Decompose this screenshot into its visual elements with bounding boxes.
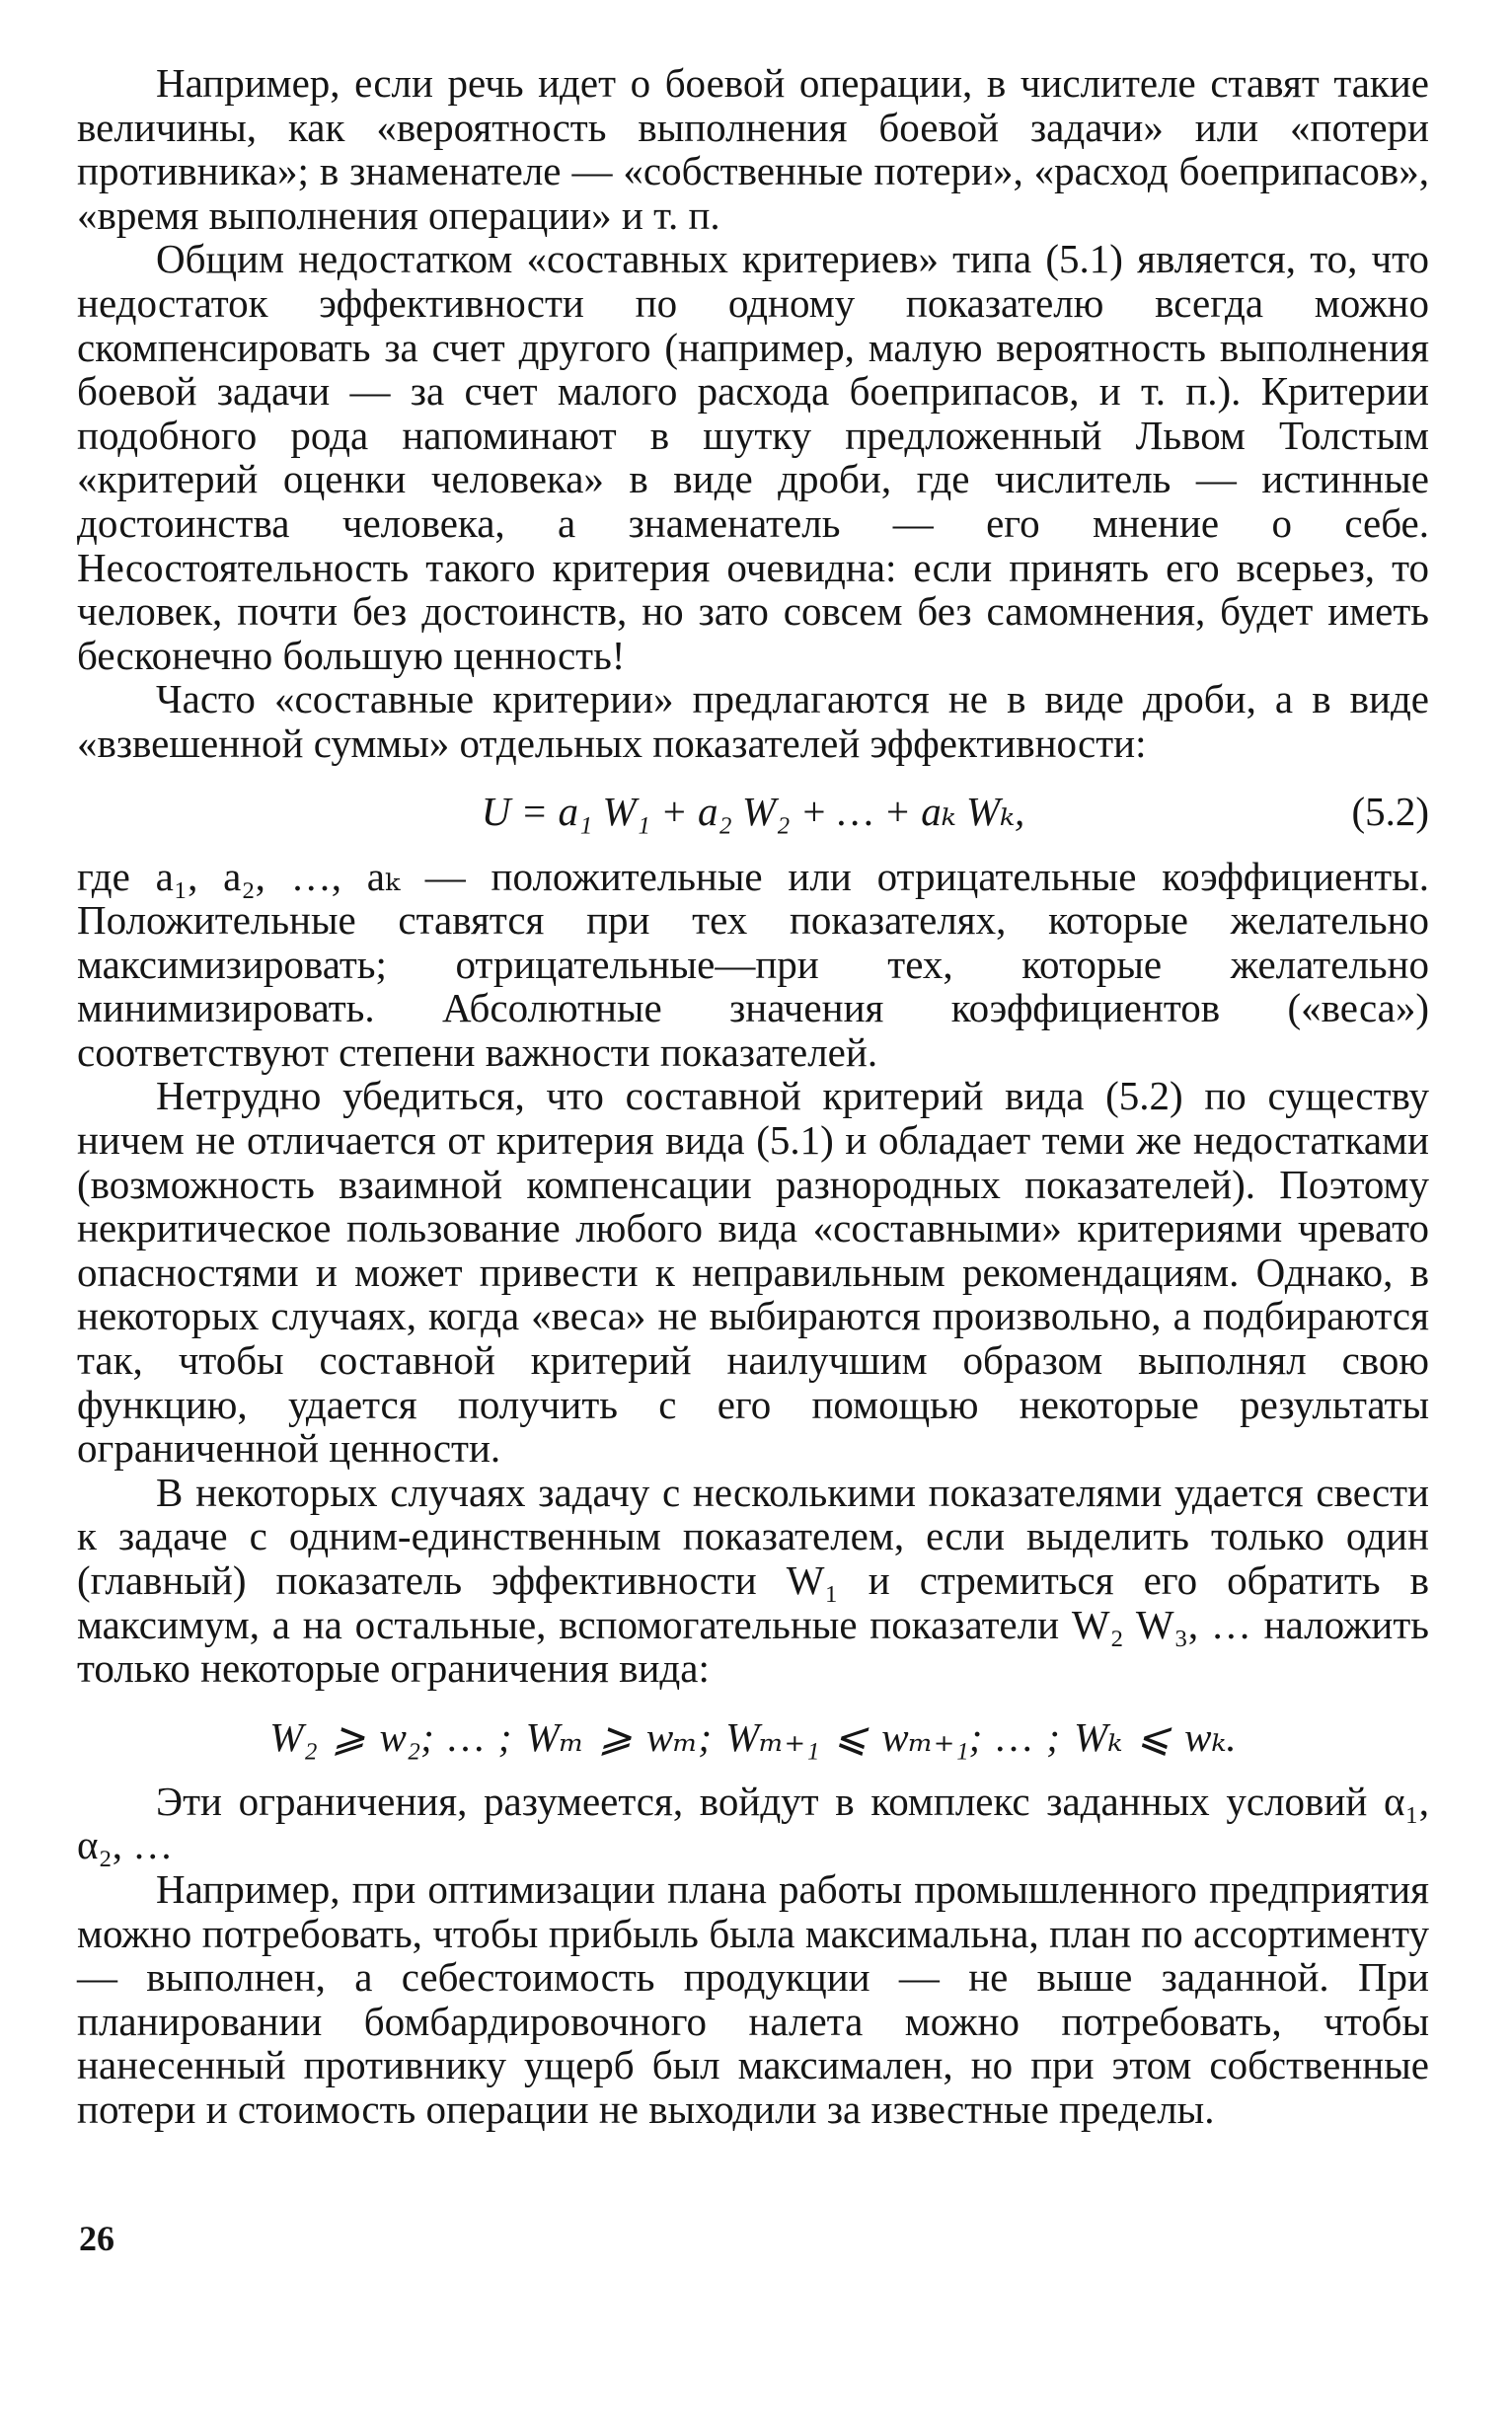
formula-expression: U = a₁ W₁ + a₂ W₂ + … + aₖ Wₖ, [481, 788, 1025, 834]
paragraph-2: Общим недостатком «составных критериев» типа (5.1) является, то, что недостаток эффективности по одному показателю всегда можно скомпенсировать за счет другого (например, малую вероятность выполнения боевой задачи — за счет малого расхода боеприпасов, и т. п.). Критерии подобного рода напоминают в шутку предложенный Львом Толстым «критерий оценки человека» в виде дроби, где числитель — истинные достоинства человека, а знаменатель — его мнение о себе. Несостоятельность такого критерия очевидна: если принять его всерьез, то человек, почти без достоинств, но зато совсем без самомнения, будет иметь бесконечно большую ценность! [77, 236, 1429, 678]
paragraph-4: где a₁, a₂, …, aₖ — положительные или отрицательные коэффициенты. Положительные ставятся при тех показателях, которые желательно максимизировать; отрицательные—при тех, которые желательно минимизировать. Абсолютные значения коэффициентов («веса») соответствуют степени важности показателей. [77, 853, 1429, 1075]
constraints-block [77, 1691, 1429, 1780]
paragraph-6: В некоторых случаях задачу с несколькими показателями удается свести к задаче с одним-единственным показателем, если выделить только один (главный) показатель эффективности W₁ и стремиться его обратить в максимум, а на остальные, вспомогательные показатели W₂ W₃, … наложить только некоторые ограничения вида: [77, 1469, 1429, 1692]
formula-5-2 [77, 778, 1429, 849]
page-number: 26 [79, 2219, 114, 2258]
paragraph-3: Часто «составные критерии» предлагаются не в виде дроби, а в виде «взвешенной суммы» отдельных показателей эффективности: [77, 676, 1429, 766]
paragraph-8: Например, при оптимизации плана работы промышленного предприятия можно потребовать, чтобы прибыль была максимальна, план по ассортименту — выполнен, а себестоимость продукции — не выше заданной. При планировании бомбардировочного налета можно потребовать, чтобы нанесенный противнику ущерб был максимален, но при этом собственные потери и стоимость операции не выходили за известные пределы. [77, 1865, 1429, 2132]
paragraph-1: Например, если речь идет о боевой операции, в числителе ставят такие величины, как «вероятность выполнения боевой задачи» или «потери противника»; в знаменателе — «собственные потери», «расход боеприпасов», «время выполнения операции» и т. п. [77, 60, 1429, 238]
constraints-expression: W₂ ⩾ w₂; … ; Wₘ ⩾ wₘ; Wₘ₊₁ ⩽ wₘ₊₁; … ; Wₖ ⩽ wₖ. [269, 1713, 1237, 1760]
paragraph-5: Нетрудно убедиться, что составной критерий вида (5.2) по существу ничем не отличается от критерия вида (5.1) и обладает теми же недостатками (возможность взаимной компенсации разнородных показателей). Поэтому некритическое пользование любого вида «составными» критериями чревато опасностями и может привести к неправильным рекомендациям. Однако, в некоторых случаях, когда «веса» не выбираются произвольно, а подбираются так, чтобы составной критерий наилучшим образом выполнял свою функцию, удается получить с его помощью некоторые результаты ограниченной ценности. [77, 1073, 1429, 1472]
paragraph-7: Эти ограничения, разумеется, войдут в комплекс заданных условий α₁, α₂, … [77, 1778, 1429, 1868]
page-content [77, 61, 1429, 2132]
formula-label: (5.2) [1351, 788, 1429, 834]
